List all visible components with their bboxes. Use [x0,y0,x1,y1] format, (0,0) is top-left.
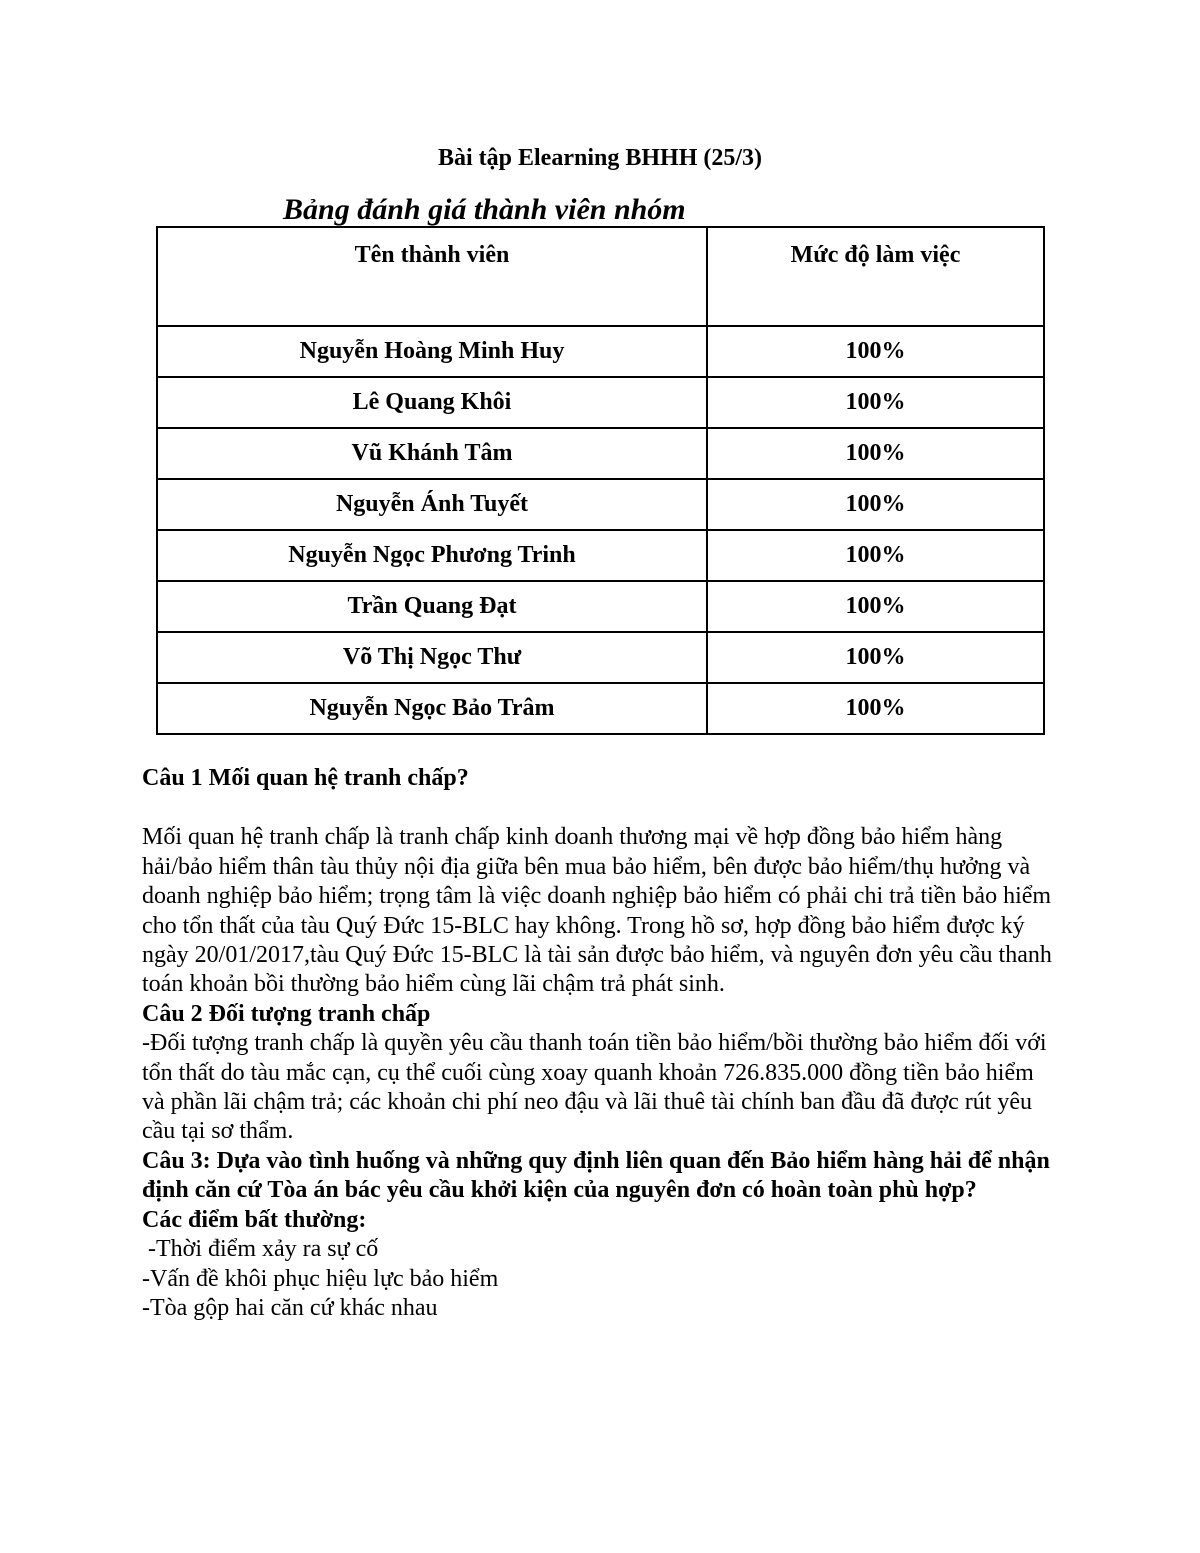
member-evaluation-table [156,226,1045,735]
member-name: Vũ Khánh Tâm [157,428,707,479]
anomaly-point: -Thời điểm xảy ra sự cố [142,1236,379,1263]
member-name: Nguyễn Ngọc Bảo Trâm [157,683,707,734]
anomaly-point: -Tòa gộp hai căn cứ khác nhau [142,1294,438,1321]
table-row [157,632,1044,683]
member-name: Nguyễn Ngọc Phương Trinh [157,530,707,581]
table-row [157,530,1044,581]
work-level: 100% [707,632,1044,683]
question-1-answer: Mối quan hệ tranh chấp là tranh chấp kinh doanh thương mại về hợp đồng bảo hiểm hàng hải/bảo hiểm thân tàu thủy nội địa giữa bên mua bảo hiểm, bên được bảo hiểm/thụ hưởng và doanh nghiệp bảo hiểm; trọng tâm là việc doanh nghiệp bảo hiểm có phải chi trả tiền bảo hiểm cho tổn thất của tàu Quý Đức 15-BLC hay không. Trong hồ sơ, hợp đồng bảo hiểm được ký ngày 20/01/2017,tàu Quý Đức 15-BLC là tài sản được bảo hiểm, và nguyên đơn yêu cầu thanh toán khoản bồi thường bảo hiểm cùng lãi chậm trả phát sinh. [142,824,1052,998]
table-row [157,326,1044,377]
work-level: 100% [707,530,1044,581]
member-name: Võ Thị Ngọc Thư [157,632,707,683]
question-3-heading: Câu 3: Dựa vào tình huống và những quy định liên quan đến Bảo hiểm hàng hải để nhận định căn cứ Tòa án bác yêu cầu khởi kiện của nguyên đơn có hoàn toàn phù hợp? [142,1147,1050,1204]
work-level: 100% [707,581,1044,632]
member-name: Lê Quang Khôi [157,377,707,428]
document-body [142,764,1062,1323]
table-row [157,428,1044,479]
member-name: Nguyễn Hoàng Minh Huy [157,326,707,377]
work-level: 100% [707,683,1044,734]
member-name: Trần Quang Đạt [157,581,707,632]
paragraph-gap [142,793,1062,823]
question-2-heading: Câu 2 Đối tượng tranh chấp [142,1000,431,1027]
header-work-level: Mức độ làm việc [707,227,1044,326]
anomaly-point: -Vấn đề khôi phục hiệu lực bảo hiểm [142,1265,499,1292]
anomalies-heading: Các điểm bất thường: [142,1206,367,1233]
table-row [157,377,1044,428]
table-row [157,683,1044,734]
header-member-name: Tên thành viên [157,227,707,326]
table-caption: Bảng đánh giá thành viên nhóm [283,193,686,226]
question-1-heading: Câu 1 Mối quan hệ tranh chấp? [142,765,469,791]
question-2-answer: -Đối tượng tranh chấp là quyền yêu cầu thanh toán tiền bảo hiểm/bồi thường bảo hiểm đối với tổn thất do tàu mắc cạn, cụ thể cuối cùng xoay quanh khoản 726.835.000 đồng tiền bảo hiểm và phần lãi chậm trả; các khoản chi phí neo đậu và lãi thuê tài chính ban đầu đã được rút yêu cầu tại sơ thẩm. [142,1030,1047,1145]
document-title: Bài tập Elearning BHHH (25/3) [437,145,763,171]
work-level: 100% [707,479,1044,530]
table-row [157,479,1044,530]
member-name: Nguyễn Ánh Tuyết [157,479,707,530]
table-header-row [157,227,1044,326]
table-row [157,581,1044,632]
work-level: 100% [707,377,1044,428]
work-level: 100% [707,428,1044,479]
work-level: 100% [707,326,1044,377]
